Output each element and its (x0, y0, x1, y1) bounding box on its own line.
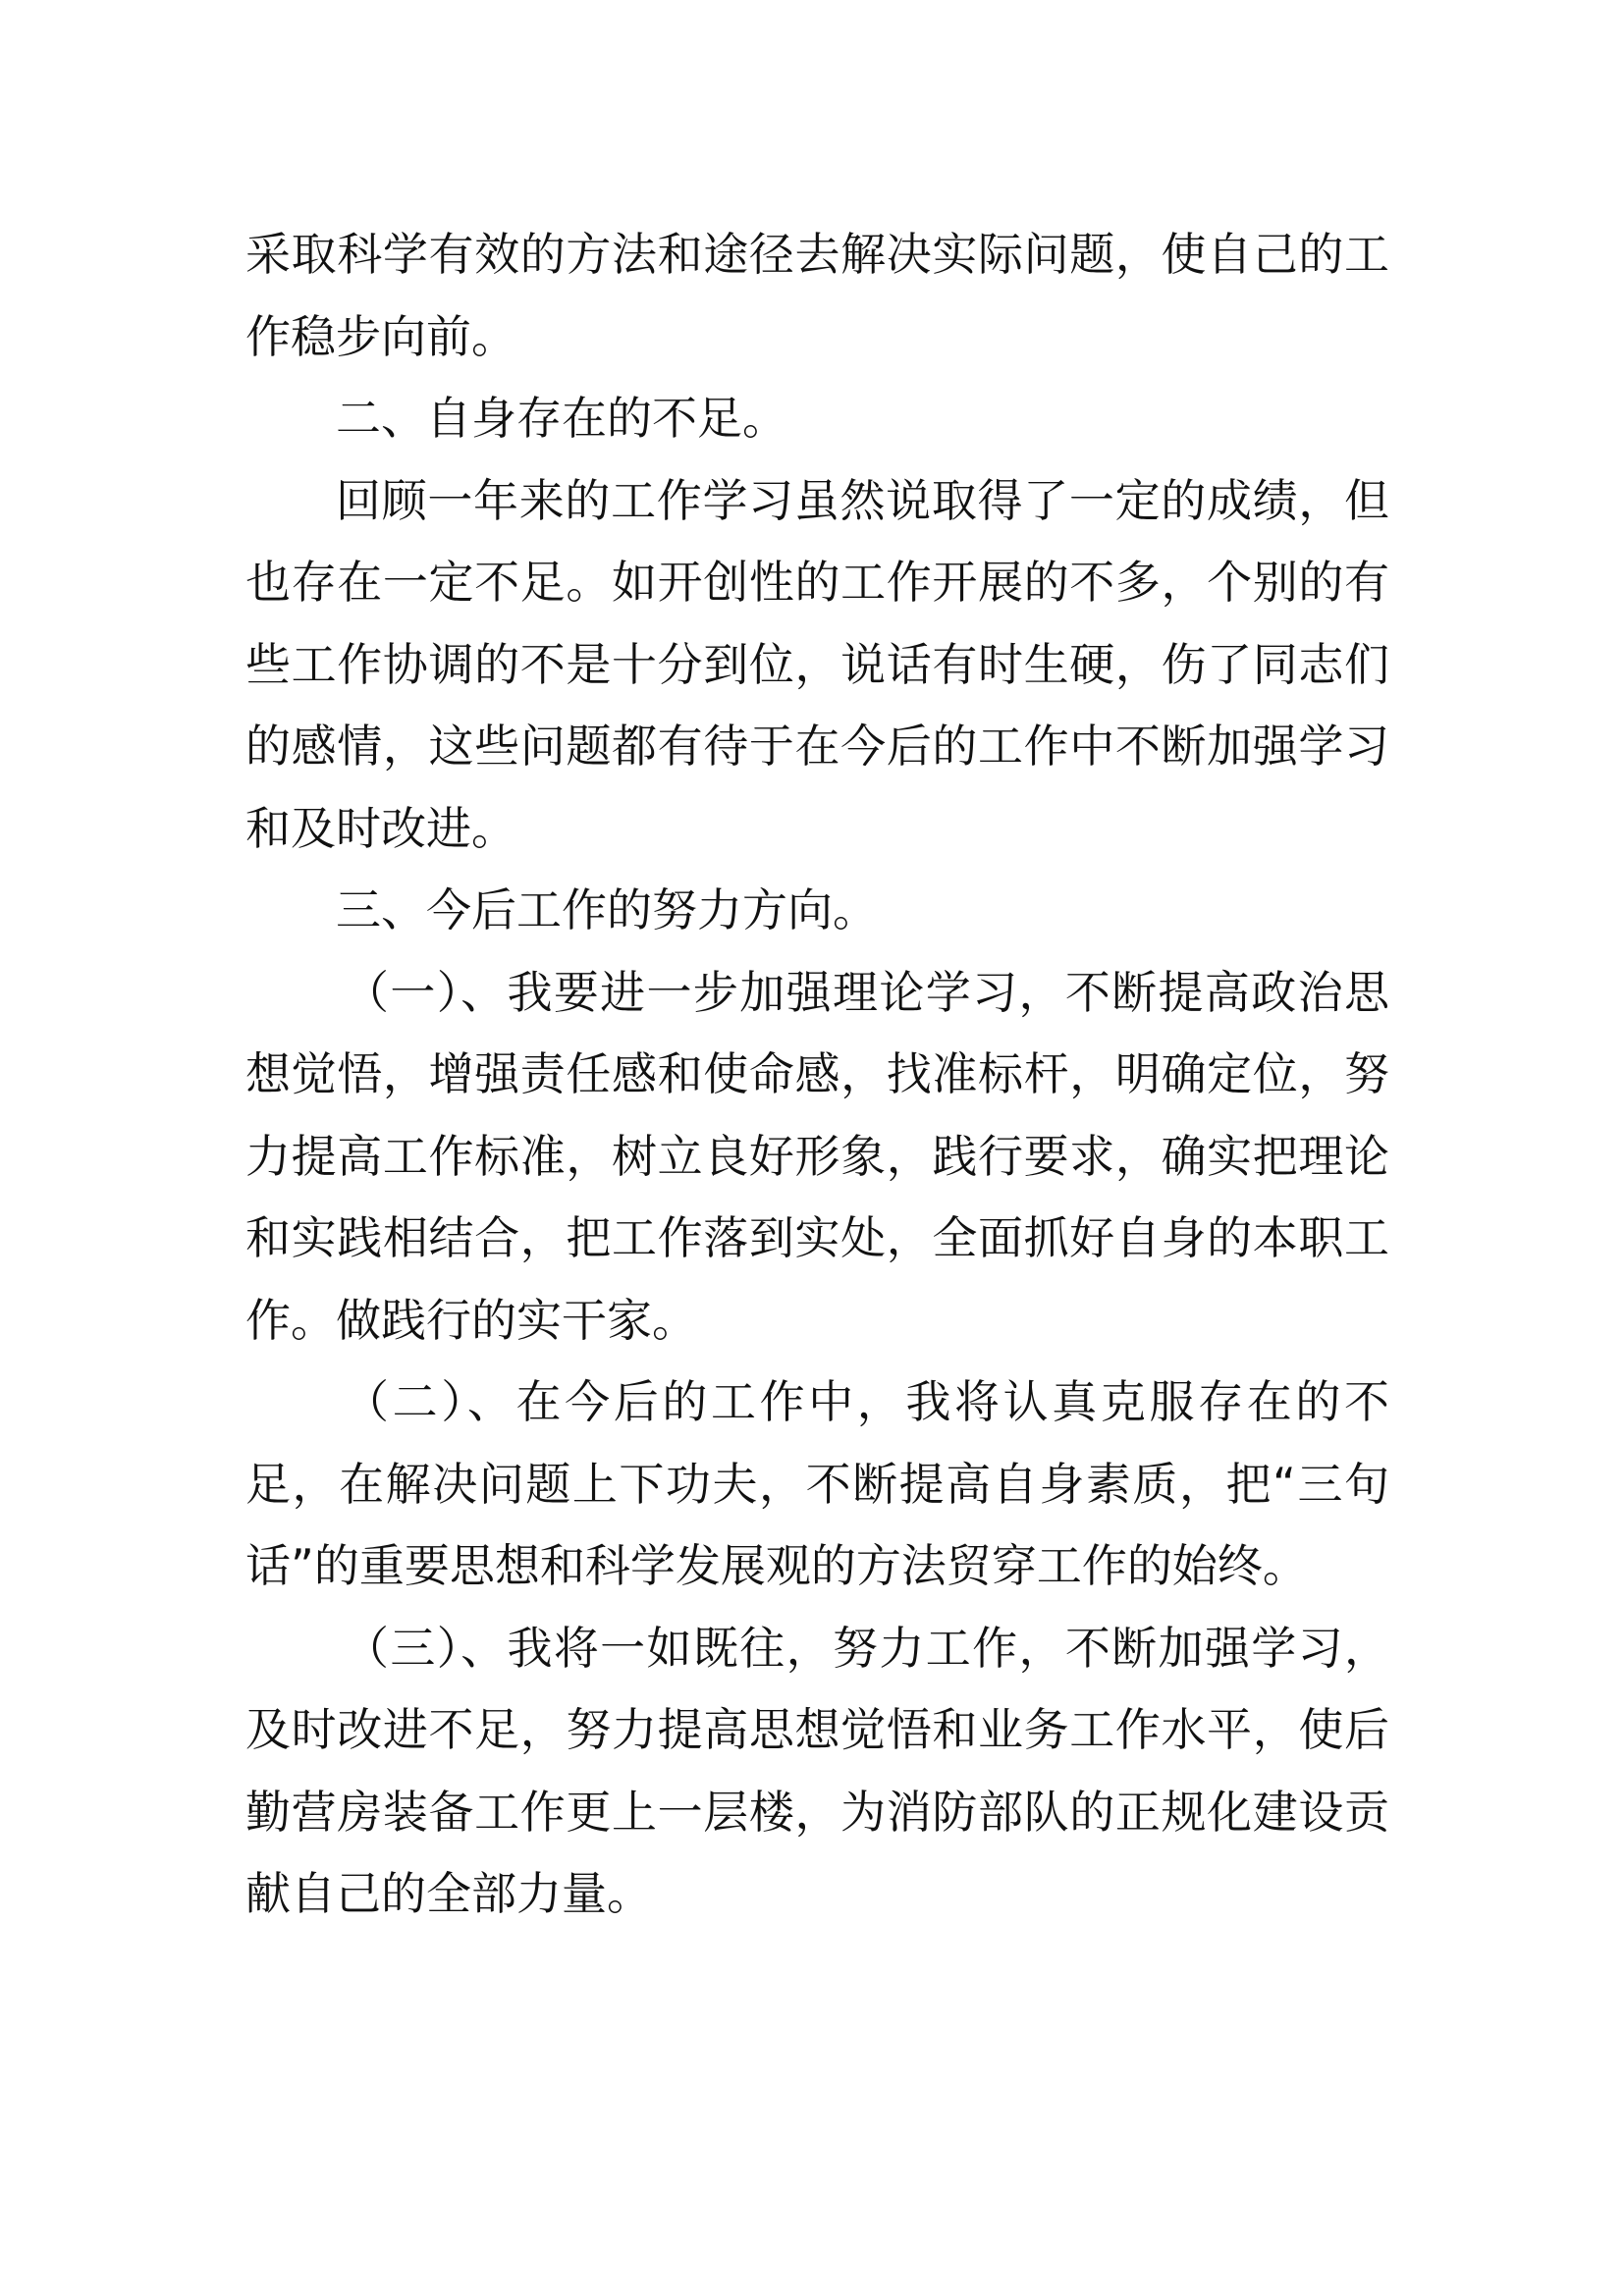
paragraph-shortcomings: 回顾一年来的工作学习虽然说取得了一定的成绩，但也存在一定不足。如开创性的工作开展的不多，个别的有些工作协调的不是十分到位，说话有时生硬，伤了同志们的感情，这些问题都有待于在今后的工作中不断加强学习和及时改进。 (245, 473, 1389, 855)
section-heading-2: 二、自身存在的不足。 (336, 392, 787, 445)
document-body (245, 214, 1389, 1936)
paragraph-item-2: （二）、在今后的工作中，我将认真克服存在的不足，在解决问题上下功夫，不断提高自身素质，把“三句话”的重要思想和科学发展观的方法贸穿工作的始终。 (245, 1375, 1389, 1592)
paragraph-item-1: （一）、我要进一步加强理论学习，不断提高政治思想觉悟，增强责任感和使命感，找准标杆，明确定位，努力提高工作标准，树立良好形象，践行要求，确实把理论和实践相结合，把工作落到实处，全面抓好自身的本职工作。做践行的实干家。 (245, 965, 1389, 1347)
paragraph-continuation: 采取科学有效的方法和途径去解决实际问题，使自己的工作稳步向前。 (245, 228, 1389, 363)
section-heading-3: 三、今后工作的努力方向。 (336, 883, 878, 936)
paragraph-item-3: （三）、我将一如既往，努力工作，不断加强学习，及时改进不足，努力提高思想觉悟和业务工作水平，使后勤营房装备工作更上一层楼，为消防部队的正规化建设贡献自己的全部力量。 (245, 1621, 1389, 1920)
